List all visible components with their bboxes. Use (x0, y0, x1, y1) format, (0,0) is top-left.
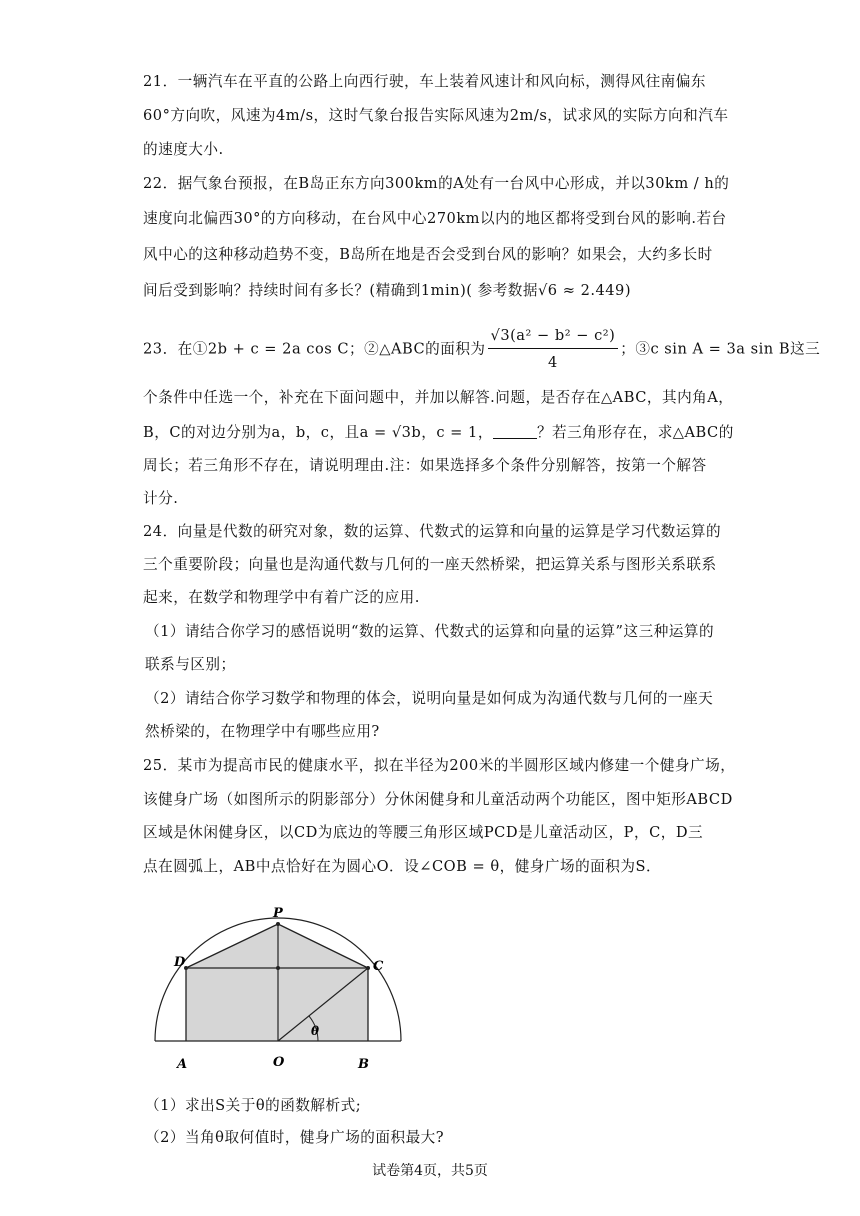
q22-line-2: 速度向北偏西30°的方向移动，在台风中心270km以内的地区都将受到台风的影响.若台 (143, 210, 727, 227)
q24-line-3: 起来，在数学和物理学中有着广泛的应用. (143, 589, 420, 606)
q23-line-1-end: ；③c sin A = 3a sin B这三 (620, 340, 821, 358)
fraction-numerator: √3(a² − b² − c²) (488, 326, 619, 349)
label-d: D (174, 955, 186, 970)
label-p: P (273, 906, 283, 921)
q24-part-1-line-1: （1）请结合你学习的感悟说明“数的运算、代数式的运算和向量的运算”这三种运算的 (145, 623, 715, 640)
q22-line-1: 22．据气象台预报，在B岛正东方向300km的A处有一台风中心形成，并以30km / h的 (143, 175, 730, 192)
q23-line-3-start: B，C的对边分别为a，b，c，且a = √3b，c = 1， (143, 424, 493, 441)
q25-line-3: 区域是休闲健身区，以CD为底边的等腰三角形区域PCD是儿童活动区，P，C，D三 (143, 824, 704, 841)
label-a: A (177, 1057, 188, 1072)
label-b: B (358, 1057, 369, 1072)
point-c-dot (366, 966, 370, 970)
q21-line-3: 的速度大小. (143, 141, 224, 158)
q23-line-4: 周长；若三角形不存在，请说明理由.注：如果选择多个条件分别解答，按第一个解答 (143, 457, 707, 474)
q22-line-3: 风中心的这种移动趋势不变，B岛所在地是否会受到台风的影响？如果会，大约多长时 (143, 246, 713, 263)
q25-part-1: （1）求出S关于θ的函数解析式; (145, 1097, 362, 1114)
area-fraction (488, 326, 619, 373)
q23-line-3-end: ？若三角形存在，求△ABC的 (536, 424, 734, 441)
answer-blank (493, 424, 537, 439)
q23-line-1 (143, 326, 820, 373)
page-footer: 试卷第4页，共5页 (372, 1163, 488, 1179)
q25-part-2: （2）当角θ取何值时，健身广场的面积最大? (145, 1129, 445, 1146)
fraction-denominator: 4 (548, 354, 558, 371)
label-c: C (373, 959, 384, 974)
q21-line-1: 21．一辆汽车在平直的公路上向西行驶，车上装着风速计和风向标，测得风往南偏东 (143, 73, 706, 90)
shaded-region (186, 924, 368, 1041)
q25-line-4: 点在圆弧上，AB中点恰好在为圆心O．设∠COB = θ，健身广场的面积为S． (143, 858, 662, 875)
q24-part-2-line-2: 然桥梁的，在物理学中有哪些应用? (145, 723, 380, 740)
point-p-dot (276, 922, 280, 926)
point-mid-dot (276, 966, 280, 970)
q22-line-4: 间后受到影响？持续时间有多长？(精确到1min)( 参考数据√6 ≈ 2.449) (143, 282, 632, 299)
q23-line-3 (143, 423, 734, 443)
q25-line-2: 该健身广场（如图所示的阴影部分）分休闲健身和儿童活动两个功能区，图中矩形ABCD (143, 791, 733, 808)
label-theta: θ (311, 1024, 320, 1038)
q23-line-5: 计分. (143, 490, 179, 507)
q24-line-2: 三个重要阶段；向量也是沟通代数与几何的一座天然桥梁，把运算关系与图形关系联系 (143, 556, 717, 573)
q24-part-2-line-1: （2）请结合你学习数学和物理的体会，说明向量是如何成为沟通代数与几何的一座天 (145, 690, 714, 707)
q23-line-2: 个条件中任选一个，补充在下面问题中，并加以解答.问题，是否存在△ABC，其内角A， (143, 389, 734, 406)
semicircle-figure (150, 898, 420, 1078)
q21-line-2: 60°方向吹，风速为4m/s，这时气象台报告实际风速为2m/s，试求风的实际方向和汽车 (143, 107, 729, 124)
q23-line-1-start: 23．在①2b + c = 2a cos C；②△ABC的面积为 (143, 340, 486, 358)
label-o: O (273, 1055, 285, 1070)
q24-part-1-line-2: 联系与区别； (145, 656, 236, 673)
q24-line-1: 24．向量是代数的研究对象，数的运算、代数式的运算和向量的运算是学习代数运算的 (143, 523, 722, 540)
q25-line-1: 25．某市为提高市民的健康水平，拟在半径为200米的半圆形区域内修建一个健身广场， (143, 757, 736, 774)
